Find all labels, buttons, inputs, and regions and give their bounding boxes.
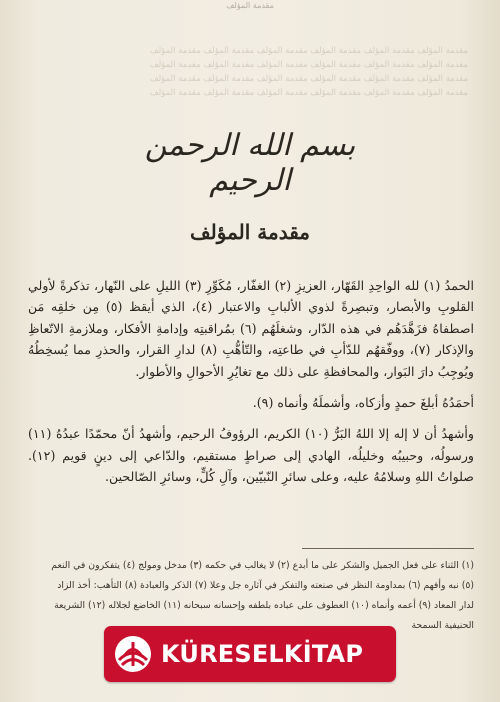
paragraph-shahada: وأشهدُ أن لا إله إلا اللهُ البَرُّ (١٠) الكريم، الرؤوفُ الرحيم، وأشهدُ أنّ محمّدًا عبدُهُ (١١) ورسولُه، وحبيبُه وخليلُه، الهادي إلى صراطٍ مستقيم، والدّاعي إلى دينٍ قويم (١٢). صلواتُ اللهِ وسلامُهُ عليه، وعلى سائرِ النّبيّين، وآلِ كُلٍّ، وسائرِ الصّالحين.: [28, 426, 474, 485]
watermark-logo: [104, 626, 396, 682]
page-title: مقدمة المؤلف: [189, 220, 311, 244]
basmala-calligraphy: بسم الله الرحمن الرحيم: [144, 128, 356, 198]
bleed-through-text: مقدمة المؤلف مقدمة المؤلف مقدمة المؤلف مقدمة المؤلف مقدمة المؤلف مقدمة المؤلف مقدمة المؤلف مقدمة المؤلف مقدمة المؤلف مقدمة المؤلف مقدمة المؤلف مقدمة المؤلف مقدمة المؤلف مقدمة المؤلف مقدمة المؤلف مقدمة المؤلف مقدمة المؤلف مقدمة المؤلف مقدمة المؤلف مقدمة المؤلف مقدمة المؤلف مقدمة المؤلف مقدمة المؤلف مقدمة المؤلف: [149, 46, 468, 98]
footnote-line: الحنيفية السمحة: [411, 620, 474, 631]
main-text: [28, 275, 474, 488]
footnote-line: (٥) نبه وأفهم (٦) بمداومة النظر في صنعته والتفكر في آثاره جل وعلا (٧) الذكر والعبادة (٨) التأهب: أخذ الزاد: [57, 580, 474, 591]
running-header: مقدمة المؤلف: [226, 1, 274, 10]
globe-book-icon: [113, 634, 153, 674]
brand-name: KÜRESELKİTAP: [161, 640, 364, 668]
footnote-line: لدار المعاد (٩) أعمه وأنماه (١٠) العطوف على عباده بلطفه وإحسانه سبحانه (١١) الخاضع لجلاله (١٢) الشريعة: [54, 600, 474, 611]
footnote-divider: [302, 548, 474, 549]
paragraph-praise: الحمدُ (١) لله الواحِدِ القَهّار، العزيزِ (٢) الغفّار، مُكَوِّرِ (٣) الليلِ على النّهار، تذكرةً لأولي القلوبِ والأبصار، وتبصِرةً لذوي الألبابِ والاعتبار (٤)، الذي أيقظ (٥) مِن خلقِه مَن اصطفاهُ فزَهَّدَهُم في هذه الدّار، وشغلَهُم (٦) بمُراقبتِه وإدامةِ الأفكار، وملازمةِ الاتّعاظِ والإذكار (٧)، ووفّقهُم للدّأبِ في طاعتِه، والتّأهُّبِ (٨) لدارِ القرار، والحذرِ مما يُسخِطُهُ ويُوجِبُ دارَ البَوار، والمحافظةِ على ذلك مع تغايُرِ الأحوالِ والأطوار.: [28, 278, 475, 379]
footnote-line: (١) الثناء على فعل الجميل والشكر على ما أبدع (٢) لا يغالب في حكمه (٣) مدخل ومولج (٤) يتفكرون في النعم: [51, 560, 474, 571]
footnotes: [28, 556, 474, 636]
paragraph-hamd: أحمَدُهُ أبلغَ حمدٍ وأزكاه، وأشملَهُ وأنماه (٩).: [252, 395, 474, 411]
